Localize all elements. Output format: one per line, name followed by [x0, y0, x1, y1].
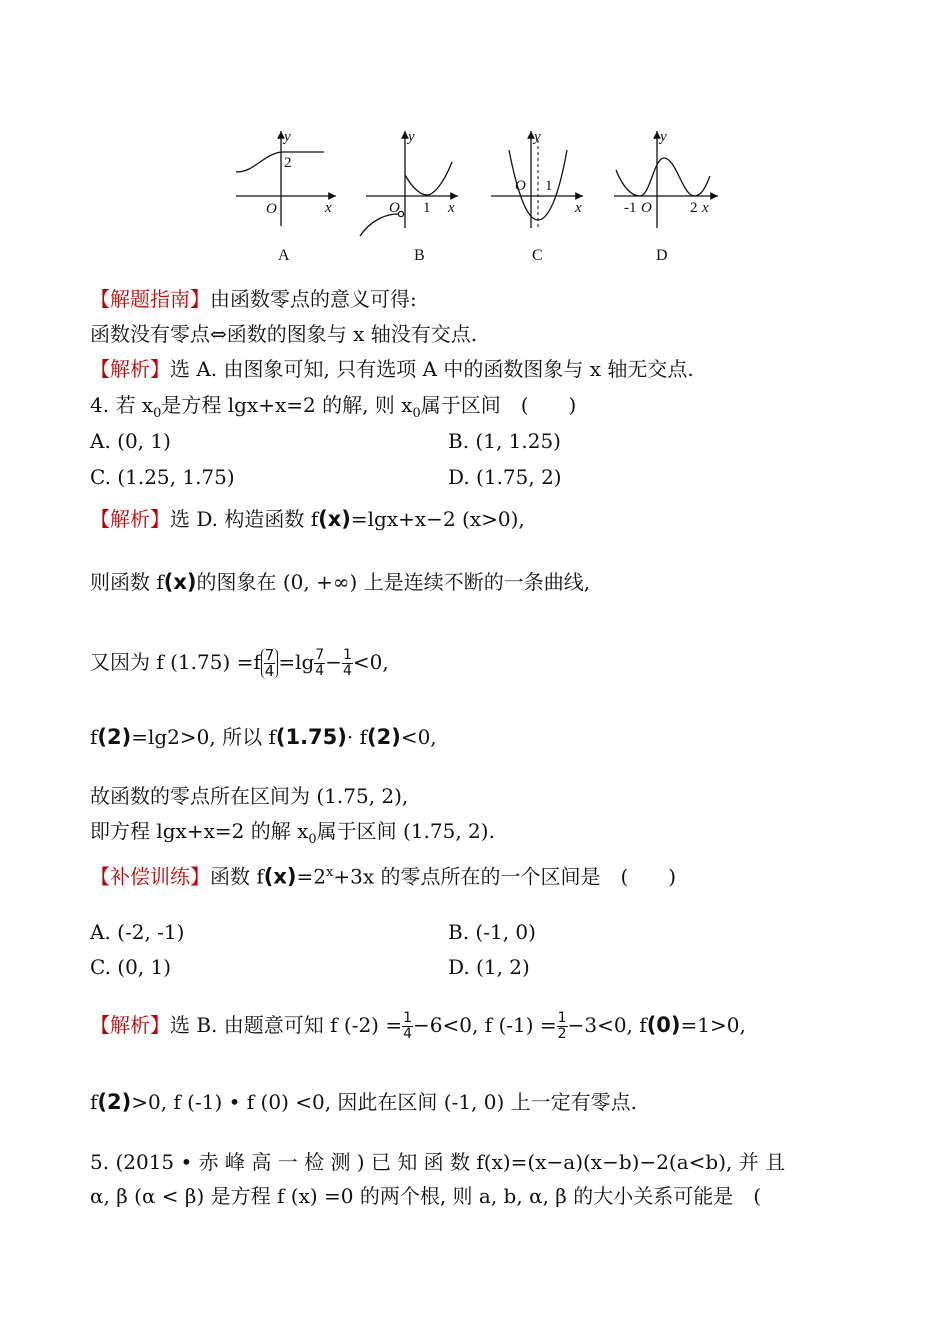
practice-options-row-2	[90, 955, 530, 979]
analysis-2-line-3: 又因为 f (1.75) =f $\frac{7}{4}$ =lg $\frac{7}{4}$ − $\frac{1}{4}$ <0,	[90, 646, 389, 680]
option-c[interactable]: C. (1.25, 1.75)	[90, 465, 235, 489]
graph-label-a: A	[278, 247, 290, 264]
analysis-1: 【解析】选 A. 由图象可知, 只有选项 A 中的函数图象与 x 轴无交点.	[90, 357, 694, 381]
svg-text:y: y	[660, 129, 667, 145]
graph-text	[266, 129, 709, 217]
svg-text:y: y	[284, 129, 291, 145]
question-5-line-1: 5. (2015 • 赤 峰 高 一 检 测 ) 已 知 函 数 f(x)=(x−a)(x−b)−2(a<b), 并 且	[90, 1150, 786, 1174]
function-graphs-figure	[0, 0, 950, 240]
analysis-2-line-5: 故函数的零点所在区间为 (1.75, 2),	[90, 784, 409, 808]
analysis-2-line-2: 则函数 f(x)的图象在 (0, +∞) 上是连续不断的一条曲线,	[90, 570, 591, 594]
option-b[interactable]: B. (1, 1.25)	[448, 429, 561, 453]
graph-c	[491, 131, 583, 230]
analysis-2-line-1: 【解析】选 D. 构造函数 f(x)=lgx+x−2 (x>0),	[90, 507, 525, 531]
practice-option-c[interactable]: C. (0, 1)	[90, 955, 172, 979]
svg-text:x: x	[448, 200, 455, 216]
question-4-options-row-2	[90, 465, 562, 489]
graph-label-b: B	[414, 247, 425, 264]
svg-text:x: x	[575, 200, 582, 216]
guide-line: 【解题指南】由函数零点的意义可得:	[90, 287, 417, 311]
svg-text:x: x	[325, 200, 332, 216]
practice-option-a[interactable]: A. (-2, -1)	[90, 920, 185, 944]
svg-text:O: O	[266, 201, 277, 217]
graph-label-c: C	[532, 247, 543, 264]
question-4-options-row-1	[90, 429, 561, 453]
practice-question: 【补偿训练】函数 $f(x)=2^x+3x$ 的零点所在的一个区间是 ( )	[90, 864, 677, 889]
graph-b	[360, 131, 458, 236]
svg-text:2: 2	[690, 200, 698, 216]
graph-a	[236, 131, 336, 226]
svg-text:O: O	[641, 200, 652, 216]
analysis-2-line-4: f(2)=lg2>0, 所以 f(1.75)· f(2)<0,	[90, 725, 437, 749]
svg-text:1: 1	[423, 200, 431, 216]
practice-option-d[interactable]: D. (1, 2)	[448, 955, 530, 979]
svg-text:1: 1	[545, 178, 553, 194]
analysis-3-line-1: 【解析】选 B. 由题意可知 f (-2) = $\frac{1}{4}$ −6<0, f (-1) = $\frac{1}{2}$ −3<0, f(0)=1>0,	[90, 1010, 746, 1042]
svg-text:O: O	[389, 200, 400, 216]
question-5-line-2: α, β (α < β) 是方程 f (x) =0 的两个根, 则 a, b, α, β 的大小关系可能是 (	[90, 1184, 762, 1208]
analysis-2-line-6: 即方程 lgx+x=2 的解 $x_0$属于区间 (1.75, 2).	[90, 819, 495, 847]
svg-text:O: O	[515, 178, 526, 194]
practice-option-b[interactable]: B. (-1, 0)	[448, 920, 536, 944]
question-4-stem: 4. 若 $x_0$是方程 lgx+x=2 的解, 则 $x_0$属于区间 ( )	[90, 393, 577, 421]
option-d[interactable]: D. (1.75, 2)	[448, 465, 562, 489]
analysis-tag: 【解析】	[90, 357, 170, 381]
guide-line-2: 函数没有零点⇔函数的图象与 x 轴没有交点.	[90, 322, 478, 346]
svg-text:x: x	[702, 200, 709, 216]
practice-tag: 【补偿训练】	[90, 864, 210, 889]
option-a[interactable]: A. (0, 1)	[90, 429, 171, 453]
analysis-3-line-2: f(2)>0, f (-1) • f (0) <0, 因此在区间 (-1, 0) 上一定有零点.	[90, 1090, 638, 1114]
svg-text:-1: -1	[624, 200, 637, 216]
svg-text:y: y	[408, 129, 415, 145]
guide-tag: 【解题指南】	[90, 287, 210, 311]
svg-text:2: 2	[284, 155, 292, 171]
practice-options-row-1	[90, 920, 536, 944]
graph-label-d: D	[656, 247, 668, 264]
svg-text:y: y	[534, 129, 541, 145]
